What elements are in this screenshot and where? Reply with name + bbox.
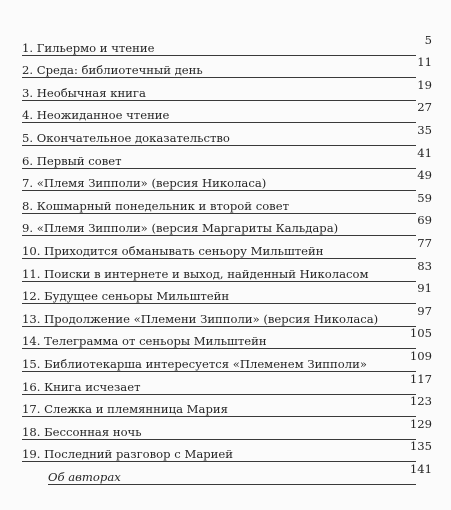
toc-entry-authors <box>22 463 432 486</box>
toc-entry-title: 16. Книга исчезает <box>22 379 141 394</box>
toc-entry-page: 135 <box>409 439 432 454</box>
toc-entry-rule <box>22 371 416 372</box>
toc-entry-page: 49 <box>417 168 432 183</box>
toc-entry-page: 109 <box>409 348 432 363</box>
toc-entry-title: 7. «Племя Зипполи» (версия Николаса) <box>22 176 267 191</box>
toc-entry-rule <box>22 100 416 101</box>
toc-entry-rule <box>22 394 416 395</box>
toc-entry-14 <box>22 328 432 351</box>
toc-entry-title: 6. Первый совет <box>22 153 122 168</box>
toc-entry-rule <box>22 145 416 146</box>
toc-entry-page: 117 <box>409 371 432 386</box>
toc-entry-rule <box>22 348 416 349</box>
toc-entry-page: 27 <box>417 100 432 115</box>
toc-entry-16 <box>22 373 432 396</box>
toc-entry-rule <box>22 122 416 123</box>
toc-entry-page: 41 <box>417 145 432 160</box>
toc-entry-title: 8. Кошмарный понедельник и второй совет <box>22 198 289 213</box>
toc-entry-10 <box>22 237 432 260</box>
toc-entry-6 <box>22 147 432 170</box>
toc-entry-page: 129 <box>409 416 432 431</box>
toc-entry-title: Об авторах <box>48 469 121 484</box>
toc-entry-page: 59 <box>417 190 432 205</box>
toc-entry-rule <box>22 326 416 327</box>
toc-entry-title: 11. Поиски в интернете и выход, найденный Николасом <box>22 266 369 281</box>
toc-entry-3 <box>22 79 432 102</box>
toc-entry-title: 1. Гильермо и чтение <box>22 40 155 55</box>
toc-entry-rule <box>48 484 416 485</box>
toc-entry-page: 5 <box>424 32 432 47</box>
toc-entry-page: 83 <box>417 258 432 273</box>
toc-entry-page: 77 <box>417 235 432 250</box>
toc-entry-rule <box>22 461 416 462</box>
toc-entry-5 <box>22 124 432 147</box>
toc-entry-13 <box>22 305 432 328</box>
toc-entry-rule <box>22 416 416 417</box>
toc-entry-rule <box>22 303 416 304</box>
toc-entry-title: 5. Окончательное доказательство <box>22 130 230 145</box>
toc-entry-rule <box>22 235 416 236</box>
toc-entry-15 <box>22 350 432 373</box>
toc-entry-title: 17. Слежка и племянница Мария <box>22 402 228 417</box>
toc-entry-11 <box>22 260 432 283</box>
toc-entry-rule <box>22 281 416 282</box>
toc-entry-title: 14. Телеграмма от сеньоры Мильштейн <box>22 334 267 349</box>
toc-entry-title: 2. Среда: библиотечный день <box>22 63 203 78</box>
toc-entry-12 <box>22 283 432 306</box>
toc-entry-9 <box>22 215 432 238</box>
toc-entry-rule <box>22 168 416 169</box>
toc-entry-title: 13. Продолжение «Племени Зипполи» (версия Николаса) <box>22 311 379 326</box>
toc-entry-rule <box>22 258 416 259</box>
toc-entry-page: 141 <box>409 461 432 476</box>
toc-entry-page: 97 <box>417 303 432 318</box>
toc-entry-7 <box>22 170 432 193</box>
toc-entry-page: 11 <box>417 55 432 70</box>
toc-entry-title: 19. Последний разговор с Марией <box>22 447 233 462</box>
toc-entry-title: 10. Приходится обманывать сеньору Мильштейн <box>22 243 324 258</box>
toc-entry-page: 35 <box>417 122 432 137</box>
toc-entry-rule <box>22 190 416 191</box>
toc-entry-rule <box>22 439 416 440</box>
toc-entry-page: 91 <box>417 281 432 296</box>
toc-entry-rule <box>22 213 416 214</box>
toc-entry-title: 9. «Племя Зипполи» (версия Маргариты Кальдара) <box>22 221 339 236</box>
toc-entry-page: 105 <box>409 326 432 341</box>
toc-entry-title: 18. Бессонная ночь <box>22 424 142 439</box>
toc-entry-rule <box>22 77 416 78</box>
toc-entry-title: 15. Библиотекарша интересуется «Племенем Зипполи» <box>22 356 367 371</box>
toc-entry-17 <box>22 396 432 419</box>
toc-entry-8 <box>22 192 432 215</box>
toc-entry-title: 4. Неожиданное чтение <box>22 108 170 123</box>
toc-entry-page: 69 <box>417 213 432 228</box>
toc-entry-2 <box>22 57 432 80</box>
toc-entry-title: 3. Необычная книга <box>22 85 146 100</box>
toc-entry-18 <box>22 418 432 441</box>
toc-entry-rule <box>22 55 416 56</box>
toc-entry-1 <box>22 34 432 57</box>
toc-entry-19 <box>22 441 432 464</box>
table-of-contents <box>22 34 432 486</box>
toc-entry-page: 123 <box>409 394 432 409</box>
toc-entry-4 <box>22 102 432 125</box>
toc-entry-page: 19 <box>417 77 432 92</box>
toc-entry-title: 12. Будущее сеньоры Мильштейн <box>22 289 230 304</box>
